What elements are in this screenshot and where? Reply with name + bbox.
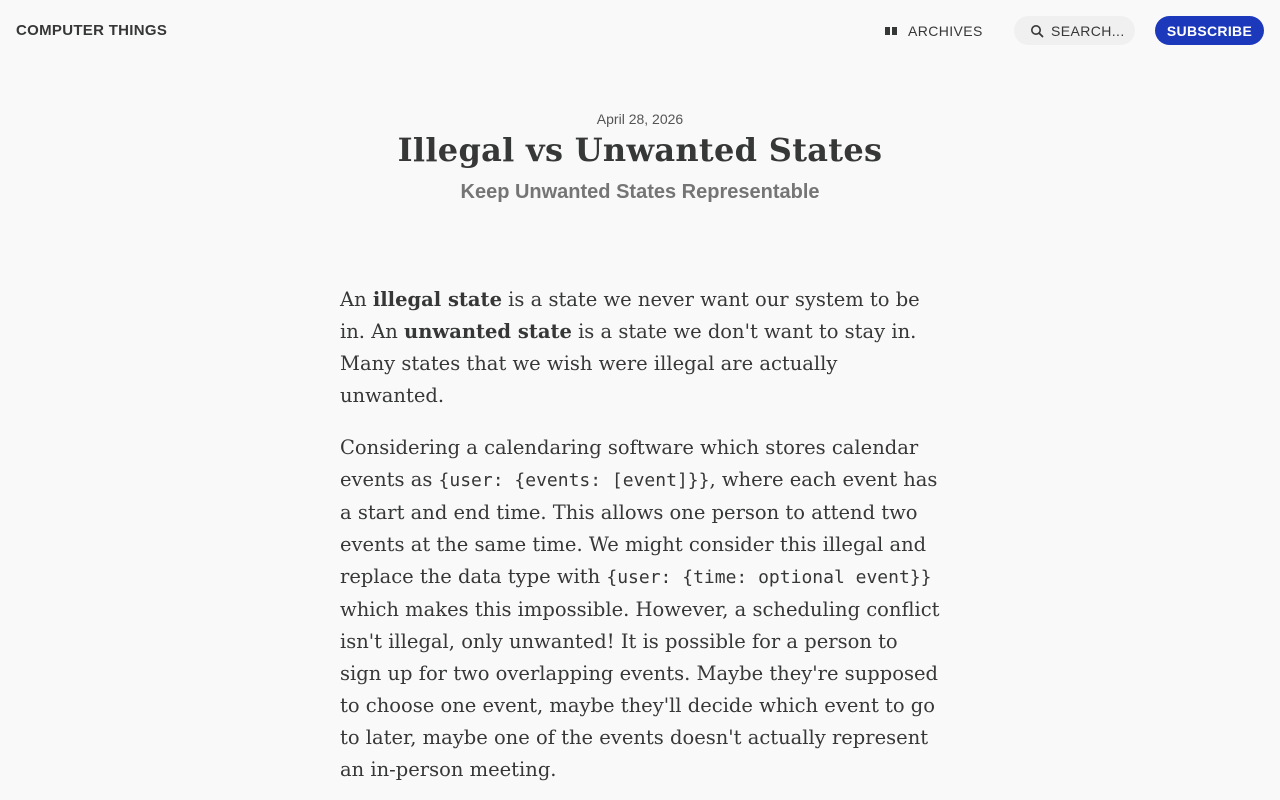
post-subtitle: Keep Unwanted States Representable: [460, 181, 820, 203]
subscribe-button[interactable]: SUBSCRIBE: [1155, 16, 1264, 45]
search-icon: [1030, 24, 1044, 38]
paragraph-2: [340, 432, 940, 786]
term-illegal-state: illegal state: [372, 288, 502, 311]
book-open-icon: [884, 24, 898, 38]
text-run: , where each event has a start and end time. This allows one person to attend two events at the same time. We might consider this illegal and replace the data type with: [340, 468, 938, 588]
search-placeholder: SEARCH...: [1051, 22, 1125, 39]
top-navigation-bar: [0, 0, 1280, 62]
inline-code: {user: {events: [event]}}: [438, 470, 710, 491]
post-title: Illegal vs Unwanted States: [397, 131, 883, 169]
inline-code: {user: {time: optional event}}: [606, 567, 932, 588]
text-run: is a state we never want our system to be in. An: [340, 288, 920, 343]
text-run: is a state we don't want to stay in. Many states that we wish were illegal are actually unwanted.: [340, 320, 917, 407]
post-body: [340, 284, 940, 800]
text-run: An: [340, 288, 373, 311]
site-brand-link[interactable]: COMPUTER THINGS: [16, 22, 168, 39]
post-date: April 28, 2026: [596, 111, 684, 127]
archives-link[interactable]: [884, 20, 983, 42]
text-run: Considering a calendaring software which stores calendar events as: [340, 436, 919, 491]
paragraph-1: [340, 284, 940, 412]
text-run: which makes this impossible. However, a scheduling conflict isn't illegal, only unwanted! It is possible for a person to sign up for two overlapping events. Maybe they're supposed to choose one event, maybe they'll decide which event to go to later, maybe one of the events doesn't actually represent an in-person meeting.: [340, 598, 940, 781]
search-input[interactable]: [1014, 16, 1135, 45]
term-unwanted-state: unwanted state: [404, 320, 572, 343]
archives-label: ARCHIVES: [908, 23, 983, 39]
